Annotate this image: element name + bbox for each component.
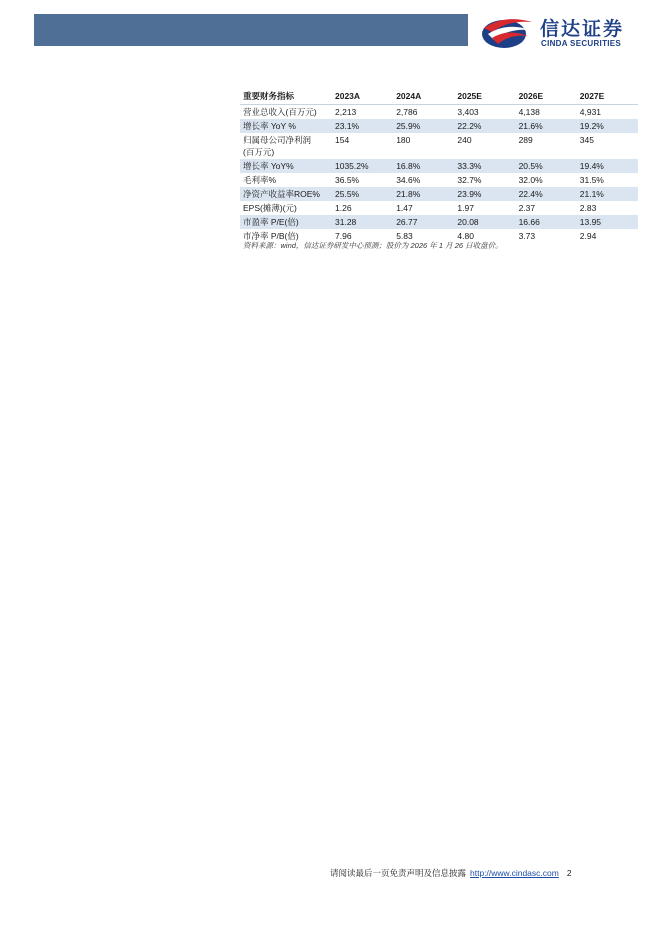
table-cell: 25.9% (393, 119, 454, 133)
table-row (240, 105, 638, 120)
table-cell: 2.83 (579, 203, 597, 213)
table-cell: 4,138 (518, 107, 540, 117)
cinda-logo-icon (478, 12, 536, 52)
table-cell: 180 (396, 135, 411, 145)
table-cell: 21.6% (516, 119, 577, 133)
table-cell: 34.6% (396, 175, 421, 185)
table-cell: 22.2% (454, 119, 515, 133)
table-cell: 23.1% (332, 119, 393, 133)
table-cell: 1.97 (457, 203, 474, 213)
row-label: 市盈率 P/E(倍) (240, 215, 332, 229)
table-cell: 20.08 (454, 215, 515, 229)
table-cell: 19.4% (577, 159, 638, 173)
row-label-line: (百万元) (243, 147, 275, 157)
table-row (240, 215, 638, 229)
table-cell: 2.94 (579, 231, 597, 241)
row-label: 毛利率% (243, 175, 277, 185)
table-cell: 20.5% (516, 159, 577, 173)
table-cell: 25.5% (332, 187, 393, 201)
row-label: 增长率 YoY% (240, 159, 332, 173)
table-cell: 13.95 (577, 215, 638, 229)
row-label-line: 归属母公司净利润 (243, 135, 312, 145)
column-header: 2026E (516, 88, 577, 105)
column-header: 2027E (577, 88, 638, 105)
table-cell: 36.5% (335, 175, 360, 185)
financial-indicators-table (240, 88, 638, 243)
table-cell: 3.73 (518, 231, 536, 241)
disclaimer-text: 请阅读最后一页免责声明及信息披露 (330, 868, 467, 878)
source-note: 资料来源：wind，信达证券研发中心预测；股价为 2026 年 1 月 26 日收盘价。 (243, 241, 503, 250)
table-cell: 31.28 (332, 215, 393, 229)
row-label (240, 133, 332, 159)
table-row (240, 173, 638, 187)
table-cell: 2.37 (518, 203, 536, 213)
page-footer (330, 867, 572, 879)
table-cell: 3,403 (457, 107, 479, 117)
table-cell: 240 (457, 135, 472, 145)
website-link[interactable]: http://www.cindasc.com (470, 868, 559, 878)
table-cell: 22.4% (516, 187, 577, 201)
page-number: 2 (566, 868, 572, 878)
table-cell: 1035.2% (332, 159, 393, 173)
table-row (240, 187, 638, 201)
column-header: 重要财务指标 (240, 88, 332, 105)
table-cell: 7.96 (335, 231, 352, 241)
row-label: 净资产收益率ROE% (240, 187, 332, 201)
table-cell: 31.5% (579, 175, 604, 185)
row-label: 增长率 YoY % (240, 119, 332, 133)
table-cell: 23.9% (454, 187, 515, 201)
table-cell: 32.7% (457, 175, 482, 185)
row-label: EPS(摊薄)(元) (243, 203, 297, 213)
table-cell: 289 (518, 135, 533, 145)
row-label: 营业总收入(百万元) (243, 107, 317, 117)
table-cell: 32.0% (518, 175, 543, 185)
table-cell: 19.2% (577, 119, 638, 133)
table-cell: 4,931 (579, 107, 602, 117)
table-cell: 1.47 (396, 203, 413, 213)
column-header: 2024A (393, 88, 454, 105)
table-row (240, 201, 638, 215)
table-cell: 4.80 (457, 231, 474, 241)
logo-text-en: CINDA SECURITIES (541, 39, 622, 48)
table-cell: 16.8% (393, 159, 454, 173)
table-row (240, 133, 638, 159)
row-label: 市净率 P/B(倍) (243, 231, 299, 241)
table-cell: 5.83 (396, 231, 413, 241)
table-row (240, 119, 638, 133)
table-row (240, 159, 638, 173)
table-cell: 33.3% (454, 159, 515, 173)
column-header: 2025E (454, 88, 515, 105)
table-cell: 21.8% (393, 187, 454, 201)
table-cell: 2,786 (396, 107, 418, 117)
cinda-logo (478, 12, 648, 52)
table-header-row (240, 88, 638, 105)
table-cell: 21.1% (577, 187, 638, 201)
table-cell: 154 (335, 135, 350, 145)
table-cell: 345 (579, 135, 594, 145)
column-header: 2023A (332, 88, 393, 105)
table-cell: 2,213 (335, 107, 357, 117)
logo-text-cn: 信达证券 (540, 18, 625, 40)
header-bar (34, 14, 468, 46)
table-cell: 16.66 (516, 215, 577, 229)
table-cell: 26.77 (393, 215, 454, 229)
table-cell: 1.26 (335, 203, 352, 213)
